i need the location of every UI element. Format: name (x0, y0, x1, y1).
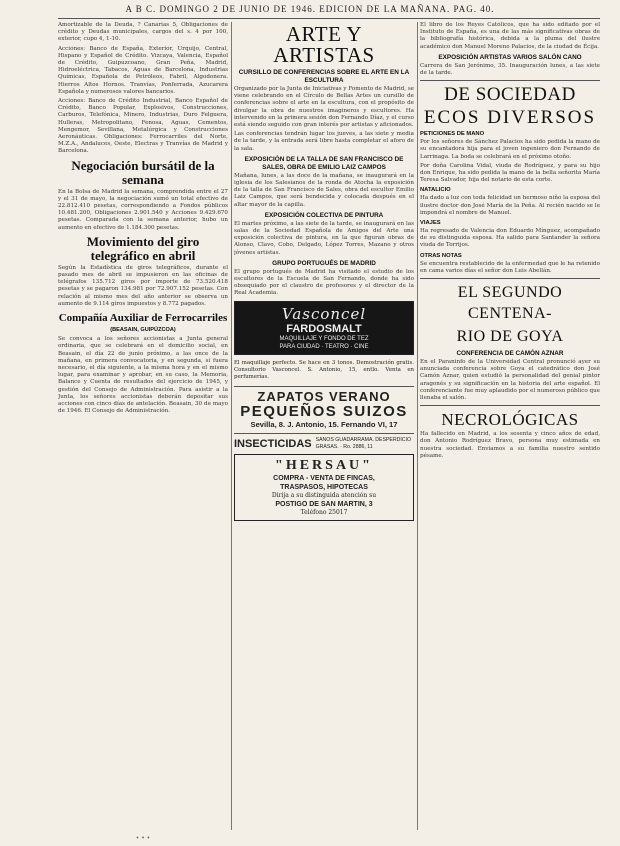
headline: CURSILLO DE CONFERENCIAS SOBRE EL ARTE EN LA ESCULTURA (238, 69, 410, 84)
ad-address: Sevilla, 8. J. Antonio, 15. Fernando VI, 17 (250, 420, 398, 430)
divider (234, 433, 414, 434)
paragraph: Acciones: Banco de España, Exterior, Urquijo, Central, Hispano y Español de Crédito. Vizcaya, Valencia, Español de Crédito, Guipuzcoano, Gran Peña, Madrid, Hidroeléctrica, Tabacos, Aguas de Barcelona, Industrias Químicas, Española de Petróleos, Fabril, Algodonera. Hierros Altos Hornos. Tranvías, Ponferrada, Azucarera Española y numerosos valores bancarios. (58, 45, 228, 95)
ad-hersau-line: POSTIGO DE SAN MARTIN, 3 (275, 501, 373, 509)
ad-insecticidas (234, 437, 414, 450)
column-society (420, 22, 600, 830)
paragraph: Por los señores de Sánchez Palacios ha sido pedida la mano de su encantadora hija para el joven ingeniero don Fernando de Larrinaga. La boda se celebrará en el próximo otoño. (420, 139, 600, 160)
header-rule (58, 18, 600, 19)
headline: GRUPO PORTUGUÉS DE MADRID (272, 259, 376, 267)
section-title-sociedad: DE SOCIEDAD (444, 84, 576, 106)
paragraph: El martes próximo, a las siete de la tarde, se inaugurará en las salas de la Sociedad Española de Amigos del Arte una exposición colectiva de pintura, en la que figuran obras de Alonso, Clavo, Cobo, Delgado, López Torres, Mazano y otros jóvenes artistas. (234, 220, 414, 256)
subsection-title: PETICIONES DE MANO (420, 131, 485, 138)
ad-brand: Vasconcel (281, 304, 367, 323)
paragraph: Por doña Carolina Vidal, viuda de Rodríguez, y para su hijo don Enrique, ha sido pedida la mano de la bella señorita María Teresa Salvador, hija del notario de esta corte. (420, 162, 600, 184)
ad-zapatos-title: ZAPATOS VERANO (257, 389, 391, 405)
section-title-necrologicas: NECROLÓGICAS (441, 410, 579, 430)
paragraph: Las conferencias tendrán lugar los jueves, a las siete y media de la tarde, y la entrada será libre hasta completar el aforo de la sala. (234, 131, 414, 152)
column-arts (234, 22, 414, 830)
column-divider (417, 22, 418, 830)
paragraph: Ha fallecido en Madrid, a los sesenta y cinco años de edad, don Antonio Rodríguez Bravo, persona muy estimada en nuestra sociedad. Enviamos a su familia nuestro sentido pésame. (420, 431, 600, 459)
divider (420, 405, 600, 406)
headline-bolsa: Negociación bursátil de la semana (71, 157, 215, 187)
paragraph: El libro de los Reyes Católicos, que ha sido editado por el Instituto de España, es una de las más significativas obras de la bibliografía histórica, debida a la pluma del ilustre académico don Manuel Moreno Palacios, de la ciudad de Écija. (420, 22, 600, 50)
paragraph: Ha regresado de Valencia don Eduardo Mínguez, acompañado de su distinguida esposa. Ha salido para Santander la señora viuda de Torrijos. (420, 228, 600, 249)
paragraph: Ha dado a luz con toda felicidad un hermoso niño la esposa del ilustre doctor don José María de la Peña. Al recién nacido se le impondrá el nombre de Manuel. (420, 195, 600, 216)
headline: CONFERENCIA DE CAMÓN AZNAR (456, 350, 564, 358)
headline-ferrocarriles: Compañía Auxiliar de Ferrocarriles (58, 312, 228, 325)
headline-giro: Movimiento del giro telegráfico en abril (86, 233, 200, 263)
divider (420, 80, 600, 81)
subheadline: (BEASAIN, GUIPÚZCOA) (110, 327, 176, 334)
subsection-title: OTRAS NOTAS (420, 252, 462, 259)
ad-note: El maquillaje perfecto. Se hace en 3 tonos. Demostración gratis. Consultorio Vasconcel. S. Antonio, 15, entlo. Venta en perfumerías. (234, 360, 414, 381)
headline: EXPOSICIÓN DE LA TALLA DE SAN FRANCISCO DE SALES, OBRA DE EMILIO LAIZ CAMPOS (244, 155, 404, 171)
ad-hersau-line: Dirija a su distinguida atención su (271, 492, 377, 500)
ad-suizos-title: PEQUEÑOS SUIZOS (240, 403, 408, 421)
subsection-title: VIAJES (420, 220, 441, 227)
column-finance (58, 22, 228, 830)
column-divider (231, 22, 232, 830)
headline: EXPOSICIÓN COLECTIVA DE PINTURA (264, 211, 384, 219)
ad-insecticidas-text: SANOS GUADARRAMA. DESPERDICIO GRASAS. · Ro. 2886, 11 (315, 437, 412, 450)
paragraph: El grupo portugués de Madrid ha visitado el estudio de los escultores de la Escuela de San Fernando, donde ha sido obsequiado por el claustro de profesores y el director de la Real Academia. (234, 268, 414, 297)
paragraph: Amortizable de la Deuda, ? Canarias 5, Obligaciones de crédito y Deudas municipales, cargos del s. 4 por 100, exterior, cupo 4, 1-10. (58, 22, 228, 43)
ad-product: FARDOSMALT (286, 322, 362, 335)
paragraph: Organizado por la Junta de Iniciativas y Fomento de Madrid, se viene celebrando en el Círculo de Bellas Artes un cursillo de conferencias sobre el arte en la escultura, con el propósito de divulgar la obra de nuestros imagineros y escultores. Ha intervenido en la primera sesión don Fernando Díaz, y el curso está siendo seguido con gran interés por artistas y aficionados. (234, 86, 414, 129)
paragraph: En el Paraninfo de la Universidad Central pronunció ayer su anunciada conferencia sobre Goya el catedrático don José Camón Aznar, quien estudió la personalidad del genial pintor aragonés y su significación en la historia del arte español. El conferenciante fue muy aplaudido por el numeroso público que llenaba el salón. (420, 359, 600, 402)
headline: EXPOSICIÓN ARTISTAS VARIOS SALÓN CANO (438, 53, 582, 61)
divider (420, 278, 600, 279)
section-title-goya: RIO DE GOYA (456, 328, 564, 346)
ad-insecticidas-title: INSECTICIDAS (234, 437, 312, 450)
section-title-arte: ARTE Y ARTISTAS (273, 22, 375, 67)
paragraph: Se convoca a los señores accionistas a Junta general ordinaria, que se celebrará en el domicilio social, en Beasain, el día 22 de junio próximo, a las once de la mañana, en primera convocatoria, y en segunda, si fuera necesario, el día siguiente, a la misma hora y en el mismo lugar, para examinar y aprobar, en su caso, la Memoria, Balance y Cuenta de resultados del ejercicio de 1945, y gestión del Consejo de Administración. Para asistir a la Junta, los señores accionistas deberán depositar sus acciones con cinco días de antelación. Beasain, 30 de mayo de 1946. El Consejo de Administración. (58, 336, 228, 415)
ad-hersau-line: COMPRA - VENTA DE FINCAS, (273, 475, 375, 483)
ad-hersau (234, 454, 414, 521)
paragraph: Carrera de San Jerónimo, 35. Inauguración lunes, a las siete de la tarde. (420, 62, 600, 77)
subsection-title: NATALICIO (420, 187, 451, 194)
ad-hersau-title: "HERSAU" (275, 458, 373, 474)
paragraph: Mañana, lunes, a las doce de la mañana, se inaugurará en la iglesia de los Salesianos de la ronda de Atocha la exposición de la talla de San Francisco de Sales, obra del escultor Emilio Laiz Campos, que será bendecida y colocada después en el altar mayor de la capilla. (234, 172, 414, 208)
section-title-goya: EL SEGUNDO CENTENA- (457, 284, 563, 323)
divider (234, 386, 414, 387)
ad-vasconcel (234, 301, 414, 355)
paragraph: En la Bolsa de Madrid la semana, comprendida entre el 27 y el 31 de mayo, la negociación sumó un total efectivo de 22.812.410 pesetas, correspondiendo a Fondos públicos 10.481.200, Obligaciones 2.901.540 y Acciones 9.429.670 pesetas. Comparada con la semana anterior, hubo un aumento en efectivo de 1.184.300 pesetas. (58, 188, 228, 231)
ad-line: MAQUILLAJE Y FONDO DE TEZ (279, 335, 369, 342)
page-header: A B C. DOMINGO 2 DE JUNIO DE 1946. EDICION DE LA MAÑANA. PAG. 40. (125, 4, 495, 14)
ad-hersau-line: TRASPASOS, HIPOTECAS (280, 484, 368, 492)
footer-mark: • • • (135, 835, 151, 842)
ad-vasconcel-banner (235, 302, 413, 354)
paragraph: Acciones: Banco de Crédito Industrial, Banco Español de Crédito, Banco Popular, Explosivos, Construcciones, Carburos, Telefónica, Minero, Industrias, Duro Felguera, Hulleras, Metropolitano, Fenosa, Aguas, Cementos, Mengemor, Sevillana, Metalúrgica y Construcciones Aeronáuticas. Obligaciones: Ferrocarriles del Norte, M.Z.A., Andaluces, Oeste, Electras y Tranvías de Madrid y Barcelona. (58, 98, 228, 155)
paragraph: Según la Estadística de giros telegráficos, durante el pasado mes de abril se impusieron en las oficinas de telégrafos 135.712 giros por importe de 73.520.418 pesetas y se pagaron 134.981 por 72.907.152 pesetas. Con relación al mismo mes del año anterior se observa un aumento de 9.114 giros impuestos y 8.772 pagados. (58, 264, 228, 307)
ad-line: PARA CIUDAD · TEATRO · CINE (279, 343, 369, 350)
paragraph: Se encuentra restablecido de la enfermedad que le ha retenido en cama varios días el señor don Luis Abellán. (420, 260, 600, 274)
ad-hersau-phone: Teléfono 25017 (300, 509, 348, 517)
section-title-ecos: ECOS DIVERSOS (423, 107, 597, 129)
